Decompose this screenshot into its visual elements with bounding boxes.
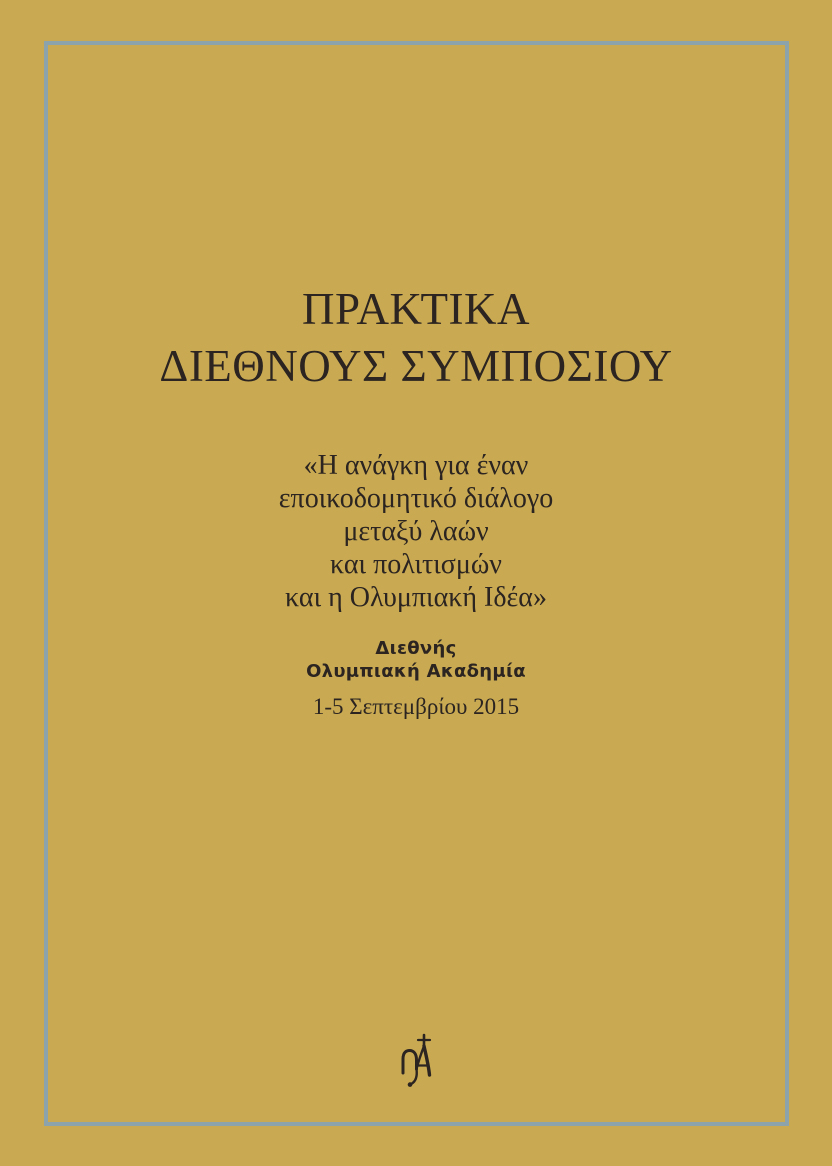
symposium-theme-quote [0,449,832,614]
quote-line: μεταξύ λαών [343,516,489,547]
cover-title-line: ΔΙΕΘΝΟΥΣ ΣΥΜΠΟΣΙΟΥ [159,341,673,391]
event-dates: 1-5 Σεπτεμβρίου 2015 [312,694,520,719]
publisher-colophon [0,1033,832,1098]
organization-name [0,637,832,683]
organization-name-line: Ολυμπιακή Ακαδημία [306,661,526,682]
quote-line: εποικοδομητικό διάλογο [278,483,554,514]
cover-title [0,281,832,395]
monogram-with-cross-icon [396,1033,436,1093]
quote-line: και η Ολυμπιακή Ιδέα» [285,582,547,613]
organization-name-line: Διεθνής [375,638,457,659]
quote-line: «Η ανάγκη για έναν [303,450,529,481]
quote-line: και πολιτισμών [330,549,502,580]
cover-title-line: ΠΡΑΚΤΙΚΑ [302,284,530,334]
